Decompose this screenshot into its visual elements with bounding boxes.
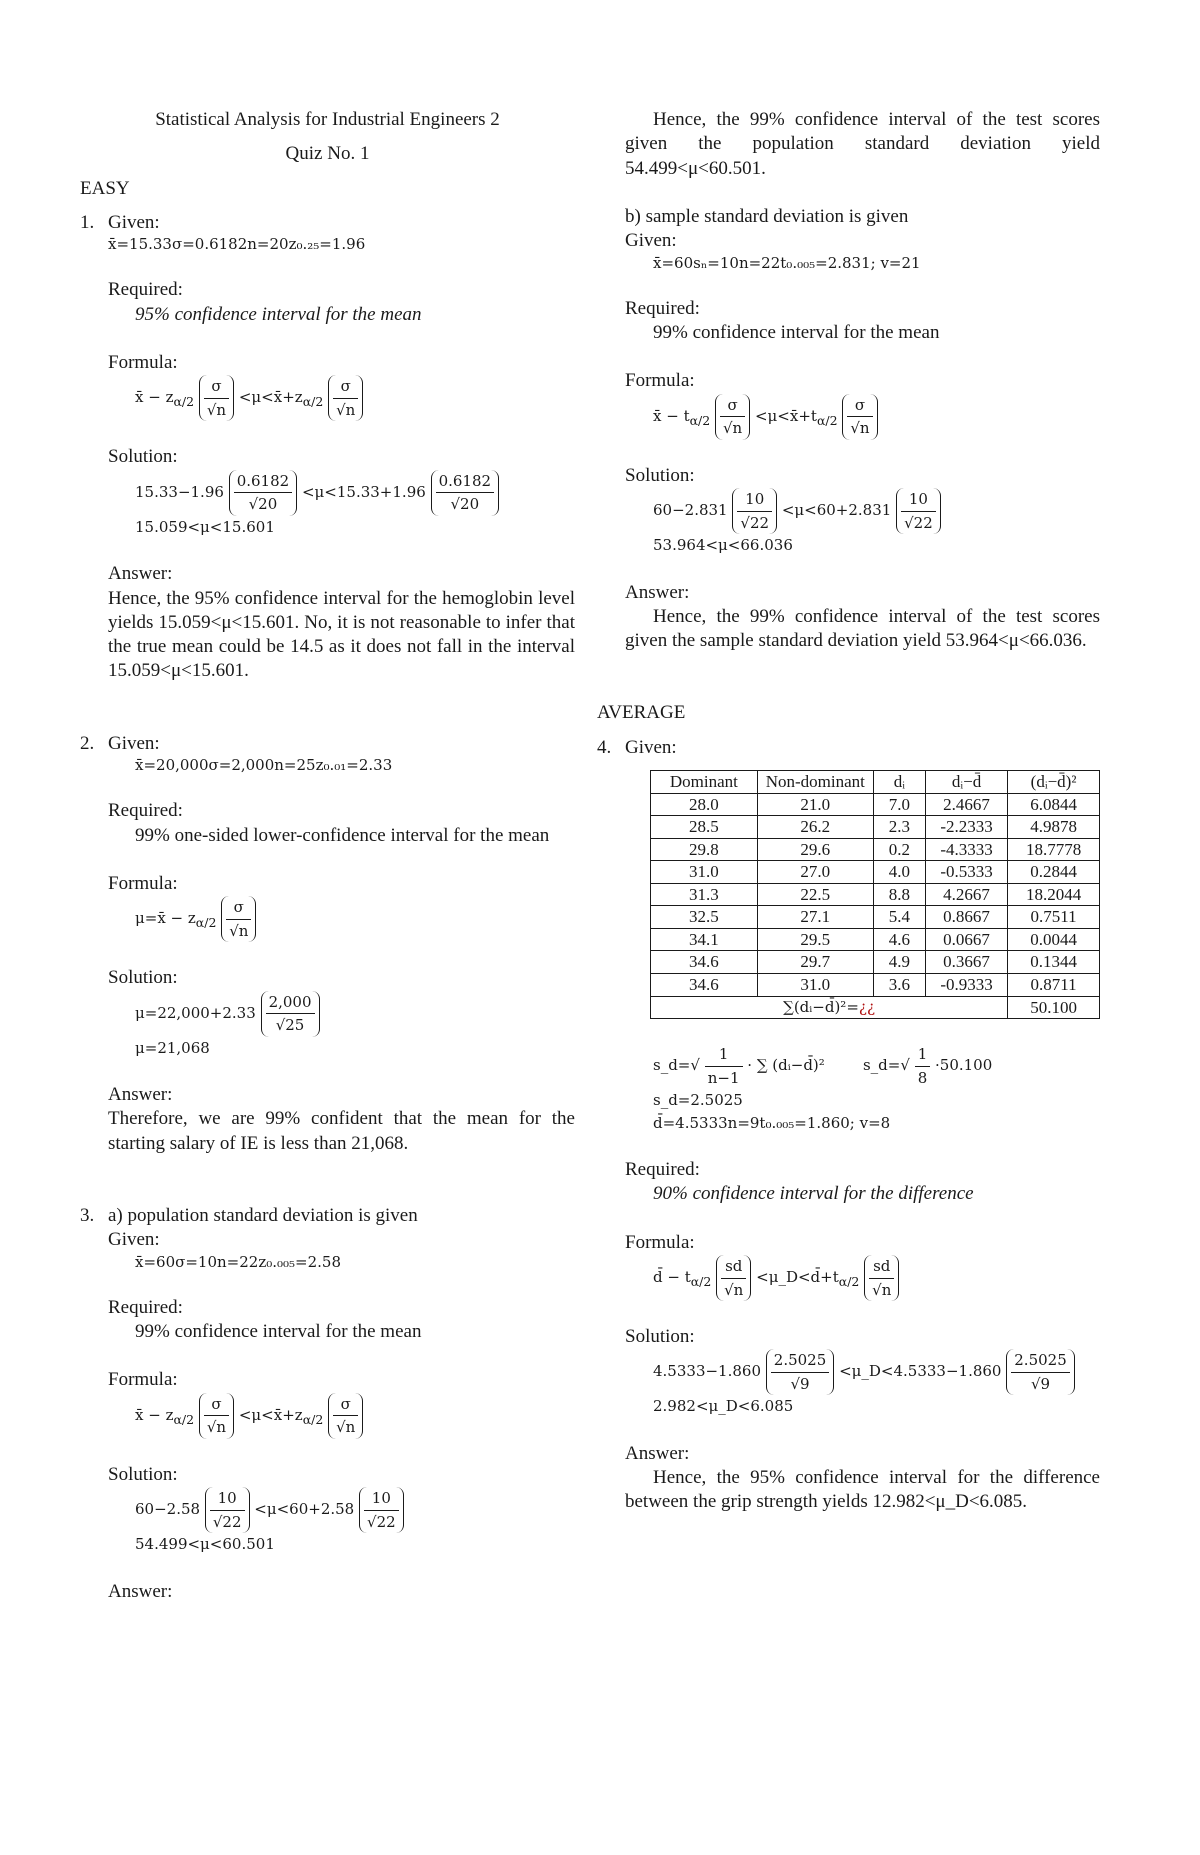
table-cell: 34.6 xyxy=(651,973,758,996)
q3a-given: x̄=60σ=10n=22z₀.₀₀₅=2.58 xyxy=(135,1252,342,1271)
q3b-given: x̄=60sₙ=10n=22t₀.₀₀₅=2.831; v=21 xyxy=(653,253,921,272)
q1-formula: x̄ − $z_{\alpha/2}$ $\frac{\sigma}{√n}$ $<\mu<x̄+z_{\alpha/2}$ $\frac{\sigma}{√n}$ xyxy=(135,375,575,421)
q3a-given-label: Given: xyxy=(108,1229,160,1251)
q2-result: μ=21,068 xyxy=(135,1038,210,1057)
q3b-given-label: Given: xyxy=(625,230,677,252)
table-row xyxy=(651,816,1100,839)
q3b-required: 99% confidence interval for the mean xyxy=(653,322,940,344)
table-cell: 31.0 xyxy=(757,973,873,996)
table-cell: 0.2 xyxy=(873,838,925,861)
table-cell: 0.3667 xyxy=(925,951,1007,974)
table-cell: 4.9 xyxy=(873,951,925,974)
table-sum-row xyxy=(651,996,1100,1019)
table-cell: 0.7511 xyxy=(1008,906,1100,929)
table-cell: 0.0044 xyxy=(1008,928,1100,951)
table-cell: 5.4 xyxy=(873,906,925,929)
q3a-solution: 60−2.58 $\frac{10}{√22}$ <μ<60+2.58 $\frac{10}{√22}$ xyxy=(135,1487,575,1533)
q3a-result: 54.499<μ<60.501 xyxy=(135,1535,275,1553)
table-cell: 8.8 xyxy=(873,883,925,906)
table-cell: 27.0 xyxy=(757,861,873,884)
table-cell: 31.0 xyxy=(651,861,758,884)
q1-given-label: 1. Given: xyxy=(80,211,160,233)
q3a-formula: x̄ − $z_{\alpha/2}$ $\frac{\sigma}{√n}$ $<\mu<x̄+z_{\alpha/2}$ $\frac{\sigma}{√n}$ xyxy=(135,1393,575,1439)
q1-required: 95% confidence interval for the mean xyxy=(135,303,422,325)
sd-formula: s_d=√ $\frac{1}{n-1}$ · ∑ (dᵢ−d̄)² s_d=√ $\frac{1}{8}$ ·50.100 xyxy=(653,1045,993,1087)
q2-formula-label: Formula: xyxy=(108,872,178,894)
table-cell: 4.2667 xyxy=(925,883,1007,906)
q2-formula: μ=x̄ − $z_{\alpha/2}$ $\frac{\sigma}{√n}$ xyxy=(135,896,575,942)
table-cell: 4.6 xyxy=(873,928,925,951)
table-cell: 0.1344 xyxy=(1008,951,1100,974)
section-average: AVERAGE xyxy=(597,702,686,724)
q4-given-label: 4. Given: xyxy=(597,736,677,758)
table-cell: 4.0 xyxy=(873,861,925,884)
quiz-title: Quiz No. 1 xyxy=(285,143,370,165)
right-column xyxy=(597,108,1100,1515)
table-cell: 0.0667 xyxy=(925,928,1007,951)
q2-answer: Therefore, we are 99% confident that the mean for the starting salary of IE is less than 21,068. xyxy=(108,1108,575,1154)
table-cell: 31.3 xyxy=(651,883,758,906)
q1-formula-label: Formula: xyxy=(108,352,178,374)
q2-given-label: 2. Given: xyxy=(80,732,160,754)
table-cell: 18.2044 xyxy=(1008,883,1100,906)
q4-solution: 4.5333−1.860 $\frac{2.5025}{√9}$ <μ_D<4.5333−1.860 $\frac{2.5025}{√9}$ xyxy=(653,1349,1100,1395)
q3-part-b: b) sample standard deviation is given xyxy=(625,205,909,227)
col-di: dᵢ xyxy=(873,771,925,794)
q3b-formula-label: Formula: xyxy=(625,370,695,392)
table-cell: 2.3 xyxy=(873,816,925,839)
q3b-solution: 60−2.831 $\frac{10}{√22}$ <μ<60+2.831 $\frac{10}{√22}$ xyxy=(653,488,1100,534)
q3a-required-label: Required: xyxy=(108,1296,183,1318)
q3a-required: 99% confidence interval for the mean xyxy=(135,1321,422,1343)
left-column xyxy=(80,108,575,1604)
table-cell: 0.2844 xyxy=(1008,861,1100,884)
q4-formula: d̄ − $t_{\alpha/2}$ $\frac{sd}{√n}$ $<\mu\_D<d̄+t_{\alpha/2}$ $\frac{sd}{√n}$ xyxy=(653,1255,1100,1301)
q1-answer: Hence, the 95% confidence interval for the hemoglobin level yields 15.059<μ<15.601. No, it is not reasonable to infer that the true mean could be 14.5 as it does not fall in the interval 15.059<μ<15.601. xyxy=(108,587,575,682)
q3b-answer: Hence, the 99% confidence interval of the test scores given the sample standard deviation yield 53.964<μ<66.036. xyxy=(625,605,1100,652)
q2-required: 99% one-sided lower-confidence interval for the mean xyxy=(135,824,550,846)
table-cell: 18.7778 xyxy=(1008,838,1100,861)
table-cell: 29.7 xyxy=(757,951,873,974)
table-row xyxy=(651,973,1100,996)
table-cell: 29.5 xyxy=(757,928,873,951)
table-cell: 0.8711 xyxy=(1008,973,1100,996)
table-cell: -0.5333 xyxy=(925,861,1007,884)
table-row xyxy=(651,793,1100,816)
q3a-answer: Hence, the 99% confidence interval of the test scores given the population standard deviation yield 54.499<μ<60.501. xyxy=(625,109,1100,179)
q1-required-label: Required: xyxy=(108,279,183,301)
table-cell: 26.2 xyxy=(757,816,873,839)
table-cell: 22.5 xyxy=(757,883,873,906)
q3b-answer-label: Answer: xyxy=(625,581,690,603)
q1-solution: 15.33−1.96 $\frac{0.6182}{√20}$ <μ<15.33+1.96 $\frac{0.6182}{√20}$ xyxy=(135,470,575,516)
table-cell: 28.0 xyxy=(651,793,758,816)
q3a-solution-label: Solution: xyxy=(108,1463,178,1485)
table-cell: 29.6 xyxy=(757,838,873,861)
sum-formula: ∑(dᵢ−d̄)²=¿¿ xyxy=(651,996,1008,1019)
q3b-result: 53.964<μ<66.036 xyxy=(653,536,793,554)
table-cell: 27.1 xyxy=(757,906,873,929)
table-cell: 29.8 xyxy=(651,838,758,861)
table-row xyxy=(651,861,1100,884)
q2-solution: μ=22,000+2.33 $\frac{2,000}{√25}$ xyxy=(135,991,575,1037)
table-cell: 32.5 xyxy=(651,906,758,929)
q1-answer-label: Answer: xyxy=(108,563,173,585)
col-di-minus-dbar: dᵢ−d̄ xyxy=(925,771,1007,794)
q2-answer-label: Answer: xyxy=(108,1084,173,1105)
table-cell: -2.2333 xyxy=(925,816,1007,839)
q4-given: d̄=4.5333n=9t₀.₀₀₅=1.860; v=8 xyxy=(653,1113,891,1132)
table-cell: -4.3333 xyxy=(925,838,1007,861)
section-easy: EASY xyxy=(80,177,130,199)
table-row xyxy=(651,906,1100,929)
table-row xyxy=(651,951,1100,974)
table-row xyxy=(651,928,1100,951)
table-cell: 0.8667 xyxy=(925,906,1007,929)
q4-result: 2.982<μ_D<6.085 xyxy=(653,1397,794,1416)
q1-solution-label: Solution: xyxy=(108,446,178,468)
table-cell: 34.1 xyxy=(651,928,758,951)
q4-solution-label: Solution: xyxy=(625,1326,695,1348)
table-cell: 2.4667 xyxy=(925,793,1007,816)
table-cell: 34.6 xyxy=(651,951,758,974)
q3b-solution-label: Solution: xyxy=(625,464,695,486)
col-non-dominant: Non-dominant xyxy=(757,771,873,794)
q3-part-a: 3. a) population standard deviation is given xyxy=(80,1204,418,1226)
table-cell: 4.9878 xyxy=(1008,816,1100,839)
q4-required-label: Required: xyxy=(625,1159,700,1181)
q1-given: x̄=15.33σ=0.6182n=20z₀.₂₅=1.96 xyxy=(108,235,366,254)
q2-required-label: Required: xyxy=(108,800,183,822)
table-row xyxy=(651,838,1100,861)
sd-result: s_d=2.5025 xyxy=(653,1091,743,1110)
q4-required: 90% confidence interval for the difference xyxy=(653,1183,974,1205)
q4-answer-label: Answer: xyxy=(625,1442,690,1464)
table-cell: 3.6 xyxy=(873,973,925,996)
table-cell: 28.5 xyxy=(651,816,758,839)
q3b-formula: x̄ − $t_{\alpha/2}$ $\frac{\sigma}{√n}$ $<\mu<x̄+t_{\alpha/2}$ $\frac{\sigma}{√n}$ xyxy=(653,394,1100,440)
sum-value: 50.100 xyxy=(1008,996,1100,1019)
paired-data-table xyxy=(650,770,1100,1019)
table-cell: 6.0844 xyxy=(1008,793,1100,816)
q2-given: x̄=20,000σ=2,000n=25z₀.₀₁=2.33 xyxy=(135,756,393,775)
table-cell: 7.0 xyxy=(873,793,925,816)
table-row xyxy=(651,883,1100,906)
q1-result: 15.059<μ<15.601 xyxy=(135,517,275,536)
col-dominant: Dominant xyxy=(651,771,758,794)
q3a-formula-label: Formula: xyxy=(108,1369,178,1391)
q4-answer: Hence, the 95% confidence interval for the difference between the grip strength yields 12.982<μ_D<6.085. xyxy=(625,1467,1100,1513)
q3b-required-label: Required: xyxy=(625,297,700,319)
table-cell: 21.0 xyxy=(757,793,873,816)
q4-formula-label: Formula: xyxy=(625,1231,695,1253)
course-title: Statistical Analysis for Industrial Engineers 2 xyxy=(155,109,500,130)
table-cell: -0.9333 xyxy=(925,973,1007,996)
col-sq-dev: (dᵢ−d̄)² xyxy=(1008,771,1100,794)
table-header-row xyxy=(651,771,1100,794)
q3a-answer-label: Answer: xyxy=(108,1580,173,1602)
q2-solution-label: Solution: xyxy=(108,967,178,989)
